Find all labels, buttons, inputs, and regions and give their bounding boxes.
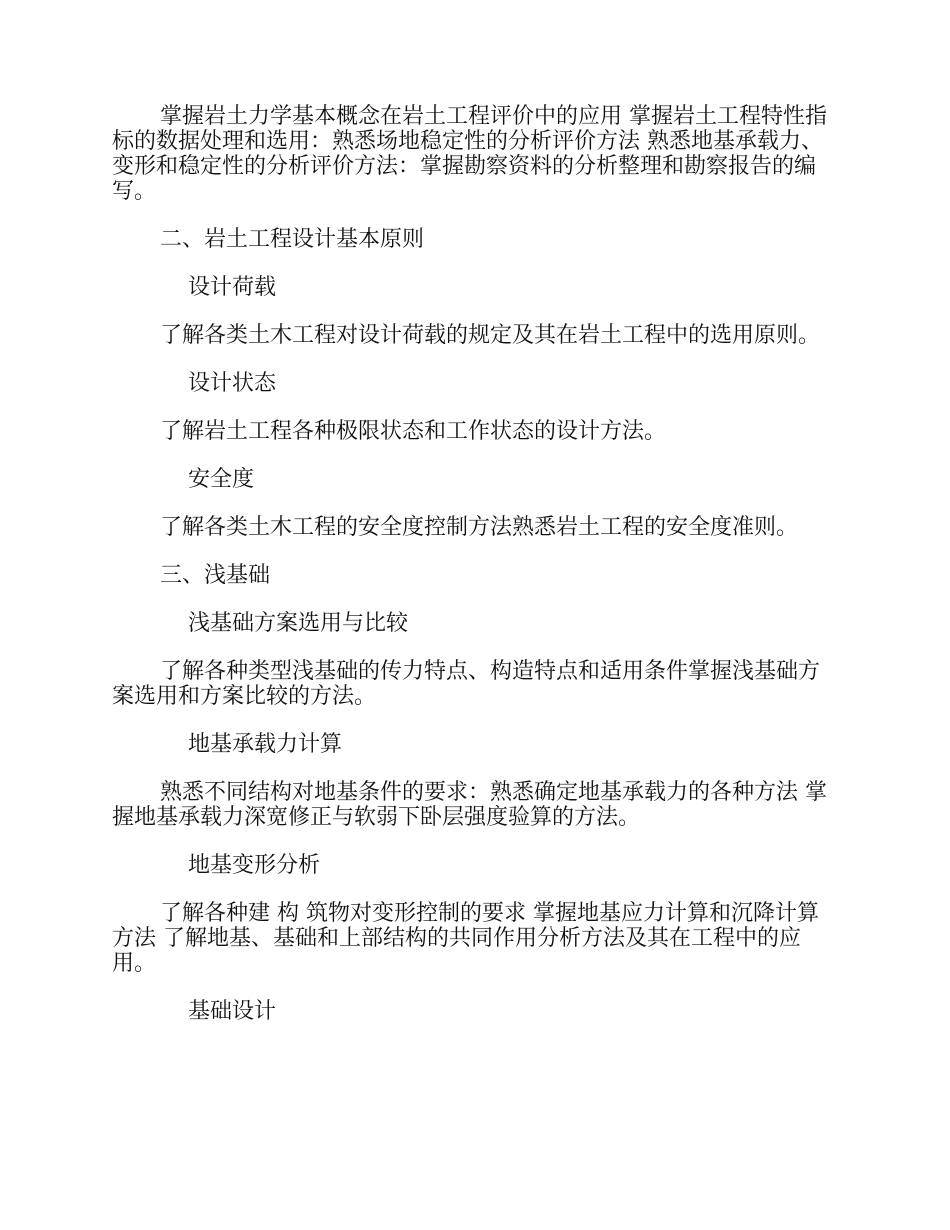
paragraph-design-load: 了解各类土木工程对设计荷载的规定及其在岩土工程中的选用原则。 [160, 323, 821, 348]
paragraph-design-state: 了解岩土工程各种极限状态和工作状态的设计方法。 [160, 419, 667, 444]
paragraph-foundation-scheme: 了解各种类型浅基础的传力特点、构造特点和适用条件掌握浅基础方案选用和方案比较的方法。 [112, 659, 821, 709]
subheading-bearing-capacity: 地基承载力计算 [188, 732, 343, 757]
subheading-foundation-scheme: 浅基础方案选用与比较 [188, 611, 409, 636]
subheading-safety-factor: 安全度 [188, 467, 255, 492]
subheading-foundation-design: 基础设计 [188, 999, 277, 1024]
paragraph-survey-evaluation: 掌握岩土力学基本概念在岩土工程评价中的应用 掌握岩土工程特性指标的数据处理和选用：熟悉场地稳定性的分析评价方法 熟悉地基承载力、变形和稳定性的分析评价方法：掌握勘察资料的分析整理和勘察报告的编写。 [112, 104, 827, 204]
paragraph-safety-factor: 了解各类土木工程的安全度控制方法熟悉岩土工程的安全度准则。 [160, 515, 799, 540]
subheading-design-load: 设计荷载 [188, 275, 277, 300]
subheading-design-state: 设计状态 [188, 371, 277, 396]
paragraph-deformation-analysis: 了解各种建 构 筑物对变形控制的要求 掌握地基应力计算和沉降计算方法 了解地基、基础和上部结构的共同作用分析方法及其在工程中的应用。 [112, 901, 819, 976]
subheading-deformation-analysis: 地基变形分析 [188, 853, 321, 878]
section-heading-shallow-foundation: 三、浅基础 [160, 563, 271, 588]
paragraph-bearing-capacity: 熟悉不同结构对地基条件的要求：熟悉确定地基承载力的各种方法 掌握地基承载力深宽修正与软弱下卧层强度验算的方法。 [112, 780, 827, 830]
section-heading-design-principles: 二、岩土工程设计基本原则 [160, 227, 425, 252]
